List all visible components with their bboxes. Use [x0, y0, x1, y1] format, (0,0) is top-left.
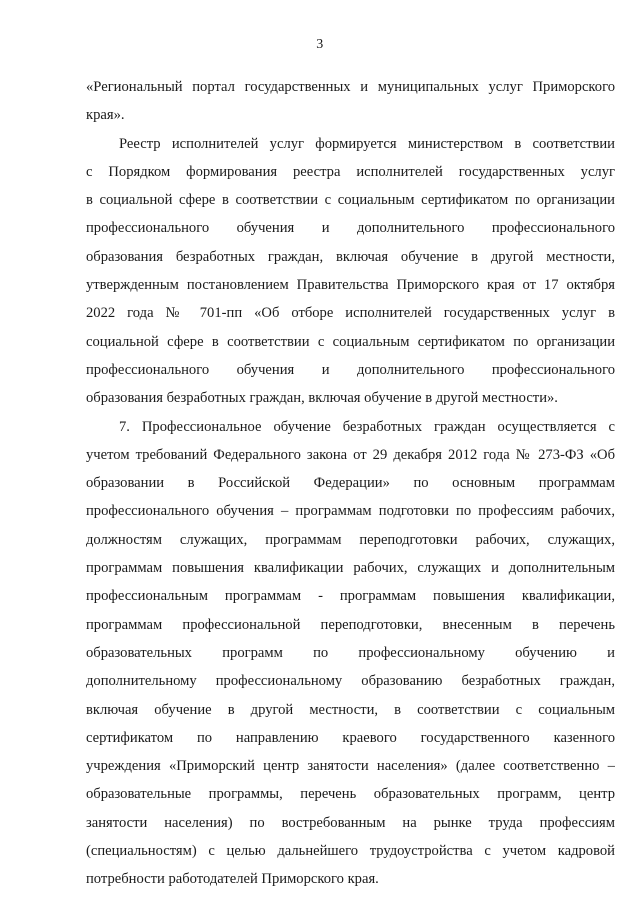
text-line: сертификатом по направлению краевого государственного казенного	[86, 729, 615, 746]
text-line: утвержденным постановлением Правительства Приморского края от 17 октября	[86, 277, 615, 294]
text-line: образовательных программ по профессиональному обучению и	[86, 644, 615, 661]
document-body	[86, 73, 615, 894]
text-line: образования безработных граждан, включая обучение в другой местности».	[86, 390, 558, 407]
text-line: программам профессиональной переподготовки, внесенным в перечень	[86, 616, 615, 633]
text-line: должностям служащих, программам переподготовки рабочих, служащих,	[86, 531, 615, 548]
text-line: дополнительному профессиональному образованию безработных граждан,	[86, 673, 615, 690]
text-line: программам повышения квалификации рабочих, служащих и дополнительным	[86, 560, 615, 577]
text-line: края».	[86, 107, 125, 124]
text-line: потребности работодателей Приморского края.	[86, 871, 379, 888]
paragraph	[86, 73, 615, 130]
text-line: профессионального обучения и дополнительного профессионального	[86, 361, 615, 378]
text-line: учетом требований Федерального закона от 29 декабря 2012 года № 273-ФЗ «Об	[86, 446, 615, 463]
page-number: 3	[316, 37, 324, 52]
text-line: профессионального обучения и дополнительного профессионального	[86, 220, 615, 237]
paragraph	[86, 413, 615, 894]
paragraph	[86, 130, 615, 413]
text-line: «Региональный портал государственных и муниципальных услуг Приморского	[86, 79, 615, 95]
text-line: образовании в Российской Федерации» по основным программам	[86, 475, 615, 492]
text-line: образовательные программы, перечень образовательных программ, центр	[86, 786, 615, 803]
text-line: с Порядком формирования реестра исполнителей государственных услуг	[86, 163, 615, 180]
text-line: профессионального обучения – программам подготовки по профессиям рабочих,	[86, 503, 615, 520]
text-line: учреждения «Приморский центр занятости населения» (далее соответственно –	[86, 758, 615, 775]
text-line: в социальной сфере в соответствии с социальным сертификатом по организации	[86, 192, 615, 209]
text-line: 7. Профессиональное обучение безработных граждан осуществляется с	[119, 418, 615, 435]
text-line: занятости населения) по востребованным на рынке труда профессиям	[86, 814, 615, 831]
text-line: социальной сфере в соответствии с социальным сертификатом по организации	[86, 333, 615, 350]
text-line: профессиональным программам - программам повышения квалификации,	[86, 588, 615, 605]
text-line: Реестр исполнителей услуг формируется министерством в соответствии	[119, 135, 615, 152]
text-line: образования безработных граждан, включая обучение в другой местности,	[86, 248, 615, 265]
text-line: (специальностям) с целью дальнейшего трудоустройства с учетом кадровой	[86, 843, 615, 860]
text-line: 2022 года № 701-пп «Об отборе исполнителей государственных услуг в	[86, 305, 615, 322]
text-line: включая обучение в другой местности, в соответствии с социальным	[86, 701, 615, 718]
